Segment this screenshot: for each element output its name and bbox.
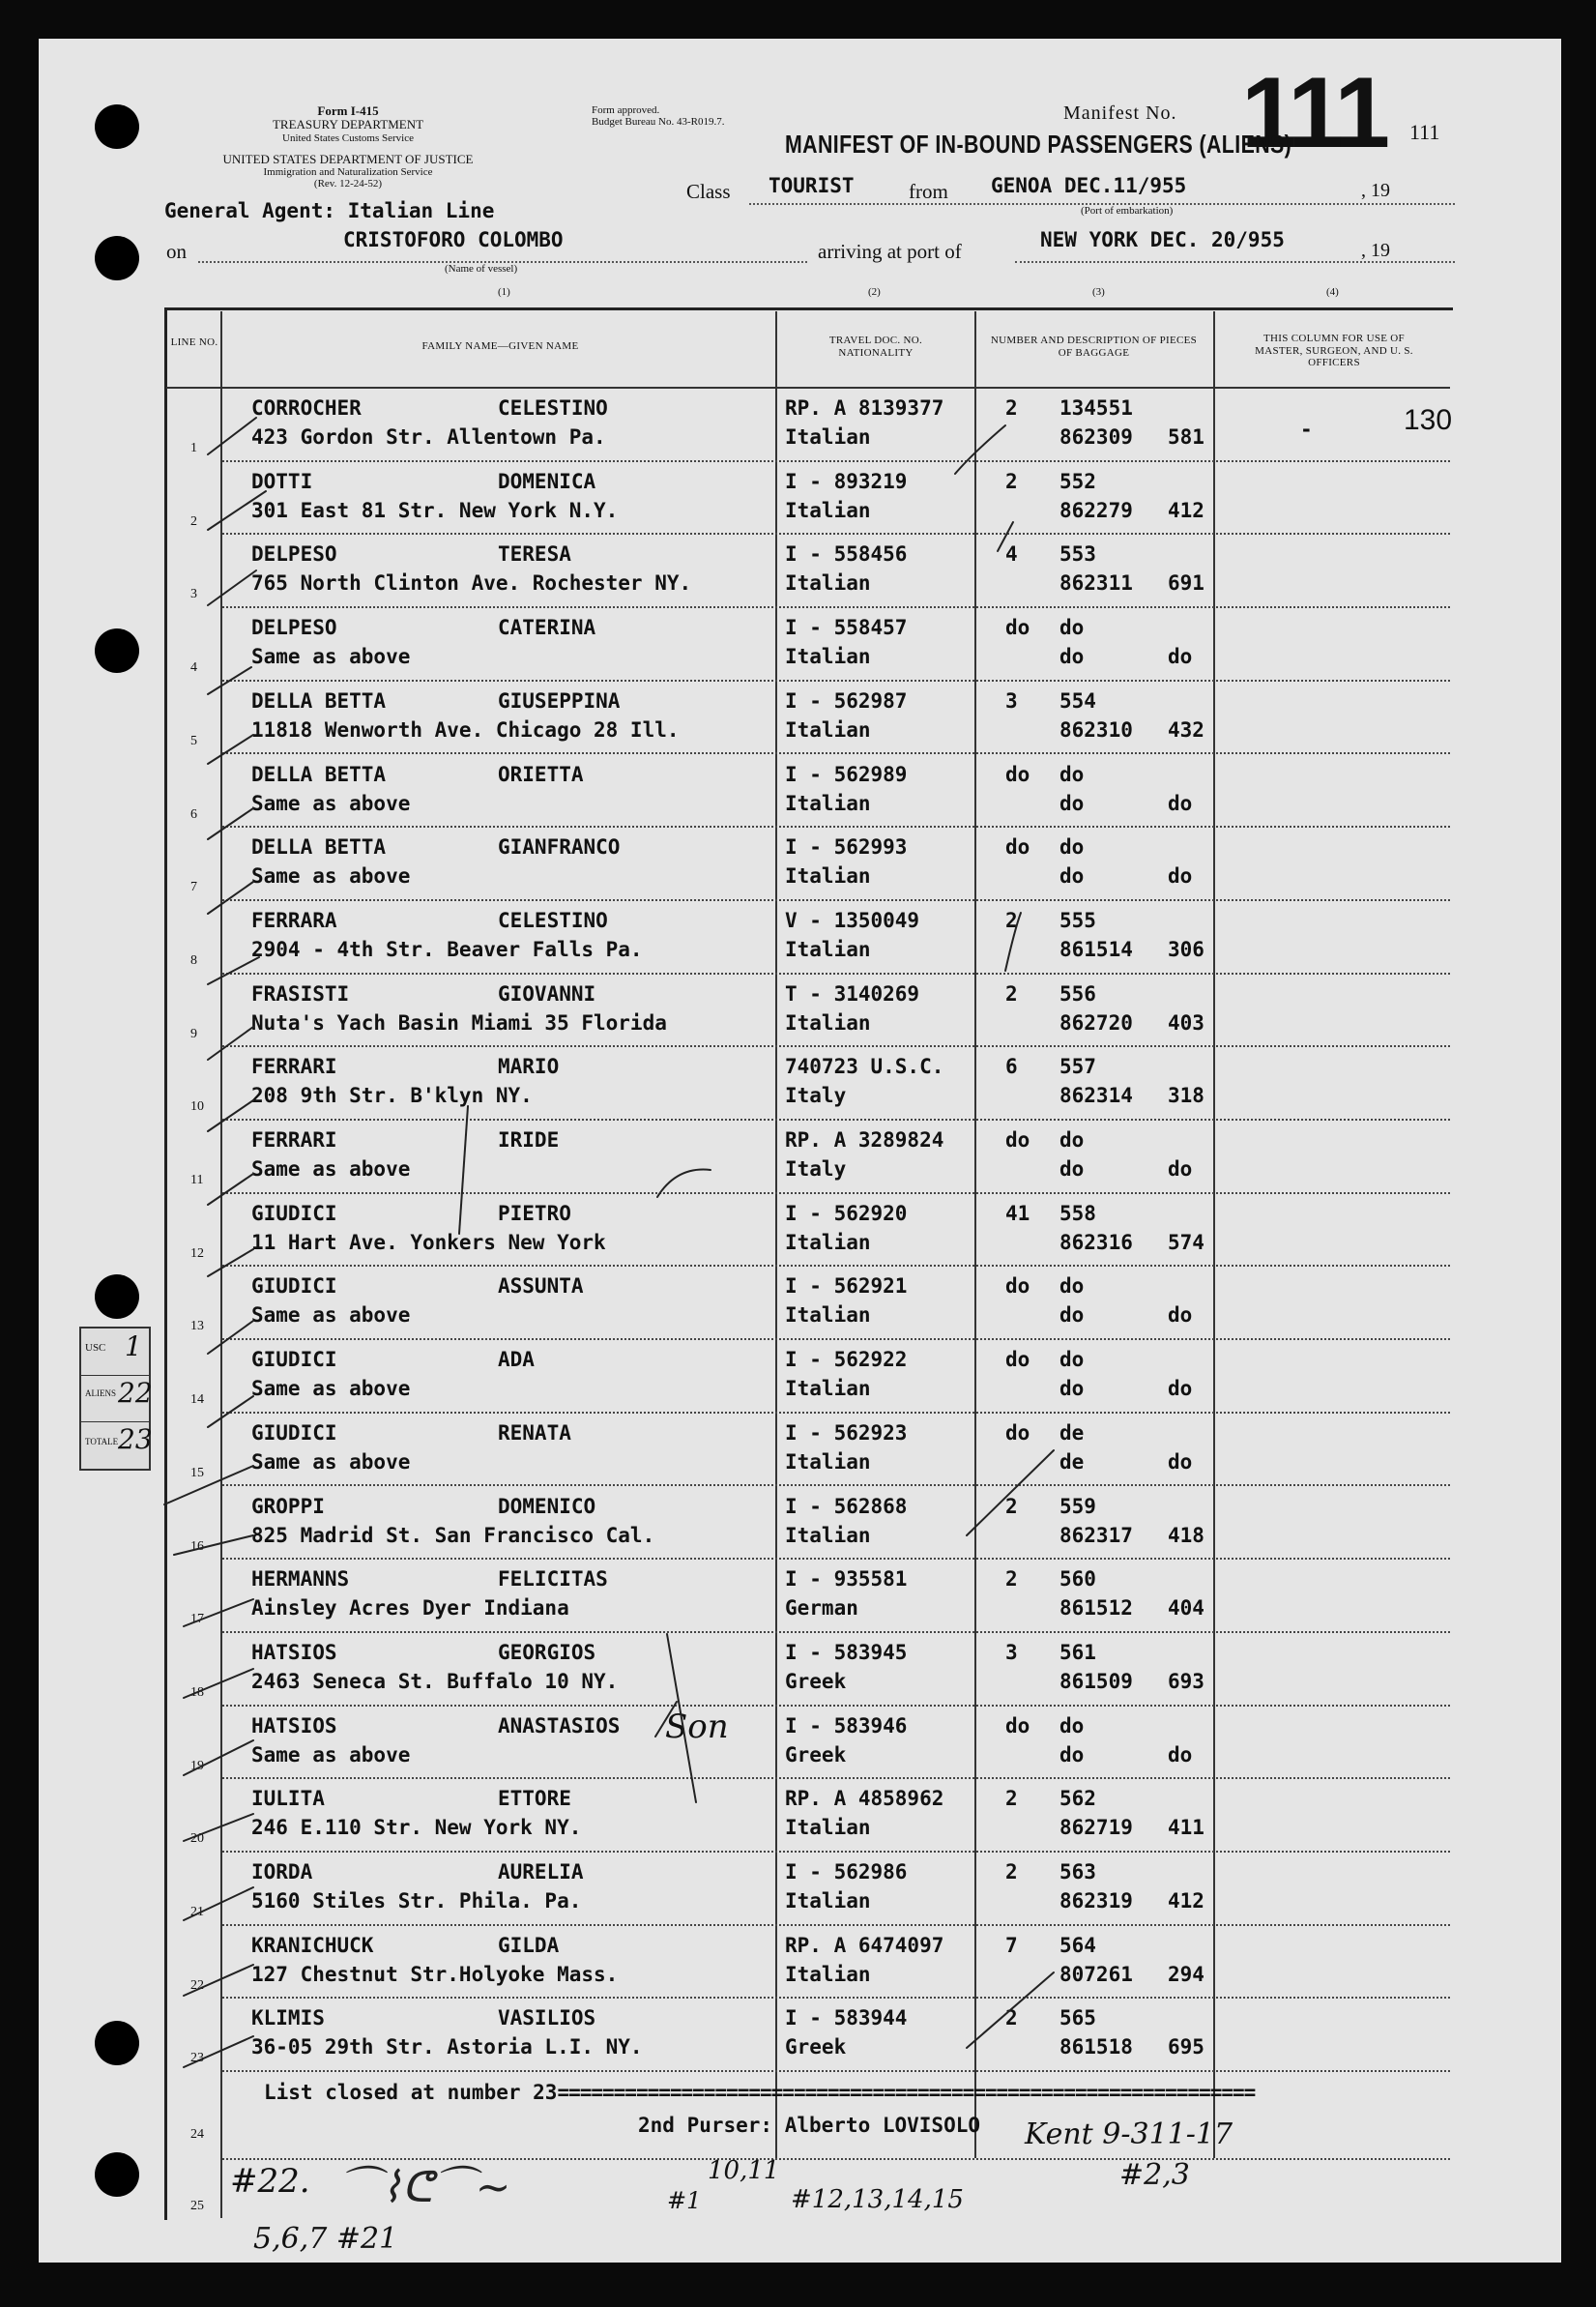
baggage-number-3: do [1168,1449,1193,1474]
baggage-number-3: 574 [1168,1230,1204,1254]
baggage-number-2: do [1059,1377,1085,1401]
address: 208 9th Str. B'klyn NY. [251,1084,533,1108]
col-num-3: (3) [1092,286,1105,298]
line-number: 9 [190,1026,197,1041]
baggage-pieces: 3 [1005,1640,1018,1664]
handwritten-note-12-15: #12,13,14,15 [791,2185,964,2214]
purser-signature: 2nd Purser: Alberto LOVISOLO [638,2114,981,2137]
line-number: 3 [190,587,197,602]
baggage-number-2: 861512 [1059,1596,1133,1621]
handwritten-note-son: Son [665,1708,729,1746]
given-name: AURELIA [498,1860,584,1884]
family-name: GIUDICI [251,1348,337,1372]
baggage-number-1: 134551 [1059,396,1133,420]
line-number: 14 [190,1392,204,1408]
baggage-number-3: do [1168,791,1193,815]
travel-doc-no: I - 562923 [785,1420,908,1445]
travel-doc-no: I - 562868 [785,1494,908,1518]
baggage-pieces: 3 [1005,688,1018,713]
nationality: Italian [785,1816,871,1840]
baggage-number-1: do [1059,1128,1085,1152]
family-name: GROPPI [251,1494,325,1518]
family-name: KLIMIS [251,2006,325,2030]
baggage-number-2: do [1059,1742,1085,1767]
travel-doc-no: 740723 U.S.C. [785,1055,944,1079]
baggage-pieces: do [1005,762,1030,786]
nationality: Italian [785,571,871,596]
given-name: PIETRO [498,1201,571,1225]
family-name: FERRARI [251,1128,337,1152]
baggage-pieces: do [1005,1713,1030,1738]
baggage-number-3: 693 [1168,1669,1204,1693]
family-name: KRANICHUCK [251,1933,374,1957]
baggage-number-2: 862720 [1059,1010,1133,1035]
travel-doc-no: I - 562986 [785,1860,908,1884]
baggage-pieces: 4 [1005,542,1018,567]
line-number-25: 25 [190,2199,204,2213]
travel-doc-no: I - 562993 [785,835,908,860]
line-number: 23 [190,2051,204,2066]
stamp-label-total: TOTALE [85,1437,119,1446]
baggage-pieces: 2 [1005,1787,1018,1811]
stamp-label-usc: USC [85,1342,106,1354]
baggage-number-3: do [1168,1157,1193,1181]
col-header-line-no: LINE NO. [170,336,218,348]
manifest-title: MANIFEST OF IN-BOUND PASSENGERS (ALIENS) [785,130,1292,159]
address: Same as above [251,645,411,669]
travel-doc-no: I - 893219 [785,469,908,493]
travel-doc-no: I - 562987 [785,688,908,713]
baggage-number-3: 404 [1168,1596,1204,1621]
given-name: GEORGIOS [498,1640,596,1664]
handwritten-note-2-3: #2,3 [1119,2158,1190,2192]
baggage-pieces: 2 [1005,1567,1018,1592]
baggage-number-2: 861509 [1059,1669,1133,1693]
nationality: Italian [785,425,871,449]
rev-label: (Rev. 12-24-52) [313,178,383,190]
travel-doc-no: RP. A 6474097 [785,1933,944,1957]
baggage-pieces: do [1005,616,1030,640]
baggage-number-2: do [1059,1157,1085,1181]
nationality: Italian [785,864,871,889]
baggage-pieces: do [1005,835,1030,860]
nationality: Greek [785,1669,847,1693]
col-header-travel-doc: TRAVEL DOC. NO. NATIONALITY [828,335,923,359]
list-closed-text: List closed at number 23 [264,2081,558,2104]
line-number: 20 [190,1831,204,1847]
line-number: 8 [190,952,197,968]
family-name: HATSIOS [251,1713,337,1738]
nationality: Italian [785,1303,871,1328]
justice-label: UNITED STATES DEPARTMENT OF JUSTICE [222,152,474,166]
baggage-number-3: 581 [1168,425,1204,449]
baggage-number-2: 862314 [1059,1084,1133,1108]
baggage-number-1: do [1059,835,1085,860]
travel-doc-no: RP. A 8139377 [785,396,944,420]
given-name: ORIETTA [498,762,584,786]
address: 2463 Seneca St. Buffalo 10 NY. [251,1669,619,1693]
baggage-number-1: 555 [1059,908,1096,932]
line-number: 6 [190,806,197,822]
nationality: Italy [785,1157,847,1181]
stamp-val-aliens: 22 [118,1377,153,1409]
manifest-number: 111 [1241,57,1387,169]
line-number: 12 [190,1245,204,1261]
general-agent: General Agent: Italian Line [164,199,495,222]
given-name: VASILIOS [498,2006,596,2030]
nationality: Italian [785,645,871,669]
line-number: 1 [190,441,197,455]
line-number: 7 [190,880,197,895]
given-name: GILDA [498,1933,560,1957]
col-header-name: FAMILY NAME—GIVEN NAME [421,340,579,352]
address: 5160 Stiles Str. Phila. Pa. [251,1889,582,1913]
travel-doc-no: I - 562921 [785,1274,908,1299]
line-number: 10 [190,1099,204,1115]
travel-doc-no: I - 583945 [785,1640,908,1664]
baggage-number-2: 862311 [1059,571,1133,596]
baggage-number-2: 862317 [1059,1523,1133,1547]
nationality: Italian [785,1962,871,1986]
baggage-number-2: do [1059,791,1085,815]
line-number: 18 [190,1684,204,1700]
address: Same as above [251,1157,411,1181]
baggage-number-1: 556 [1059,981,1096,1006]
baggage-number-1: 559 [1059,1494,1096,1518]
baggage-number-3: 306 [1168,937,1204,961]
baggage-number-1: 564 [1059,1933,1096,1957]
baggage-number-1: 561 [1059,1640,1096,1664]
baggage-number-1: do [1059,1713,1085,1738]
arriving-value: NEW YORK DEC. 20/955 [1040,228,1285,251]
given-name: ADA [498,1348,535,1372]
baggage-number-2: 861514 [1059,937,1133,961]
address: Same as above [251,791,411,815]
vessel-name: CRISTOFORO COLOMBO [343,228,564,251]
travel-doc-no: I - 562989 [785,762,908,786]
baggage-number-3: 418 [1168,1523,1204,1547]
given-name: FELICITAS [498,1567,608,1592]
baggage-number-1: 560 [1059,1567,1096,1592]
family-name: HERMANNS [251,1567,350,1592]
family-name: DELLA BETTA [251,762,387,786]
given-name: GIOVANNI [498,981,596,1006]
baggage-number-2: 862279 [1059,498,1133,522]
baggage-number-1: do [1059,762,1085,786]
arriving-label: arriving at port of [818,240,962,263]
baggage-pieces: do [1005,1348,1030,1372]
address: 825 Madrid St. San Francisco Cal. [251,1523,655,1547]
travel-doc-no: T - 3140269 [785,981,920,1006]
baggage-number-3: do [1168,1377,1193,1401]
baggage-pieces: 7 [1005,1933,1018,1957]
nationality: Greek [785,2035,847,2059]
nationality: Italy [785,1084,847,1108]
baggage-number-3: 403 [1168,1010,1204,1035]
baggage-pieces: 2 [1005,981,1018,1006]
line-number: 13 [190,1319,204,1334]
baggage-pieces: 2 [1005,908,1018,932]
address: 127 Chestnut Str.Holyoke Mass. [251,1962,619,1986]
baggage-number-1: de [1059,1420,1085,1445]
baggage-number-1: 554 [1059,688,1096,713]
family-name: GIUDICI [251,1274,337,1299]
baggage-pieces: 2 [1005,2006,1018,2030]
travel-doc-no: I - 558457 [785,616,908,640]
col-header-baggage: NUMBER AND DESCRIPTION OF PIECES OF BAGGAGE [990,335,1198,359]
col-num-1: (1) [498,286,510,298]
baggage-number-2: 861518 [1059,2035,1133,2059]
line-number: 15 [190,1465,204,1480]
address: Same as above [251,1303,411,1328]
address: 301 East 81 Str. New York N.Y. [251,498,619,522]
baggage-number-1: 557 [1059,1055,1096,1079]
line-number: 11 [190,1173,204,1187]
address: Same as above [251,864,411,889]
handwritten-note-22: #22. [230,2162,310,2201]
nationality: Italian [785,1010,871,1035]
family-name: DELPESO [251,616,337,640]
given-name: GIUSEPPINA [498,688,621,713]
address: Nuta's Yach Basin Miami 35 Florida [251,1010,667,1035]
stamp-label-aliens: ALIENS [85,1388,116,1398]
baggage-number-1: 553 [1059,542,1096,567]
baggage-number-2: do [1059,864,1085,889]
officer-note: 130 [1404,404,1453,436]
address: Ainsley Acres Dyer Indiana [251,1596,569,1621]
family-name: DELLA BETTA [251,835,387,860]
given-name: DOMENICO [498,1494,596,1518]
baggage-pieces: 6 [1005,1055,1018,1079]
travel-doc-no: I - 935581 [785,1567,908,1592]
given-name: DOMENICA [498,469,596,493]
travel-doc-no: I - 583944 [785,2006,908,2030]
family-name: IULITA [251,1787,325,1811]
given-name: MARIO [498,1055,560,1079]
baggage-number-3: do [1168,1742,1193,1767]
baggage-number-2: 807261 [1059,1962,1133,1986]
baggage-pieces: do [1005,1420,1030,1445]
family-name: DELLA BETTA [251,688,387,713]
baggage-number-1: 563 [1059,1860,1096,1884]
travel-doc-no: RP. A 3289824 [785,1128,944,1152]
given-name: CELESTINO [498,396,608,420]
address: 765 North Clinton Ave. Rochester NY. [251,571,692,596]
list-closed-note: List closed at number 23============================================================== [264,2081,1256,2104]
handwritten-note-kent: Kent 9-311-17 [1025,2117,1233,2151]
baggage-pieces: 2 [1005,1860,1018,1884]
nationality: Italian [785,498,871,522]
address: 11818 Wenworth Ave. Chicago 28 Ill. [251,717,680,742]
family-name: GIUDICI [251,1201,337,1225]
nationality: Italian [785,1377,871,1401]
baggage-number-2: do [1059,1303,1085,1328]
address: 423 Gordon Str. Allentown Pa. [251,425,606,449]
nationality: Italian [785,1230,871,1254]
baggage-number-3: do [1168,1303,1193,1328]
address: 2904 - 4th Str. Beaver Falls Pa. [251,937,643,961]
baggage-number-3: 432 [1168,717,1204,742]
from-value: GENOA DEC.11/955 [991,174,1187,197]
baggage-number-2: do [1059,645,1085,669]
from-label: from [909,180,948,203]
given-name: TERESA [498,542,571,567]
baggage-number-3: 294 [1168,1962,1204,1986]
vessel-caption: (Name of vessel) [445,263,518,275]
travel-doc-no: V - 1350049 [785,908,920,932]
family-name: GIUDICI [251,1420,337,1445]
baggage-pieces: 2 [1005,1494,1018,1518]
baggage-number-3: 411 [1168,1816,1204,1840]
manifest-no-label: Manifest No. [1063,102,1177,124]
baggage-number-1: 558 [1059,1201,1096,1225]
family-name: DOTTI [251,469,313,493]
baggage-number-2: 862319 [1059,1889,1133,1913]
family-name: CORROCHER [251,396,362,420]
address: Same as above [251,1377,411,1401]
given-name: CELESTINO [498,908,608,932]
col-header-officers: THIS COLUMN FOR USE OF MASTER, SURGEON, AND U. S. OFFICERS [1255,333,1413,369]
line-number: 2 [190,513,197,529]
baggage-number-1: do [1059,616,1085,640]
on-label: on [166,240,187,263]
given-name: ETTORE [498,1787,571,1811]
baggage-number-3: do [1168,864,1193,889]
baggage-number-1: 562 [1059,1787,1096,1811]
officer-mark: - [1300,418,1313,441]
travel-doc-no: I - 583946 [785,1713,908,1738]
line-number: 17 [190,1612,204,1627]
baggage-number-1: 565 [1059,2006,1096,2030]
class-label: Class [686,180,731,203]
family-name: DELPESO [251,542,337,567]
year-2: , 19 [1361,240,1390,261]
baggage-number-1: do [1059,1274,1085,1299]
line-number: 16 [190,1538,204,1554]
nationality: Italian [785,1889,871,1913]
form-number: Form I-415 [317,103,379,118]
nationality: Greek [785,1742,847,1767]
baggage-number-2: 862310 [1059,717,1133,742]
line-number-24: 24 [190,2127,204,2142]
address: Same as above [251,1449,411,1474]
travel-doc-no: I - 562920 [785,1201,908,1225]
address: 36-05 29th Str. Astoria L.I. NY. [251,2035,643,2059]
given-name: GIANFRANCO [498,835,621,860]
line-number: 21 [190,1905,204,1919]
approved-label: Form approved. [592,104,660,116]
baggage-pieces: 41 [1005,1201,1030,1225]
year-1: , 19 [1361,180,1390,201]
immigration-label: Immigration and Naturalization Service [263,166,433,179]
given-name: RENATA [498,1420,571,1445]
travel-doc-no: I - 562922 [785,1348,908,1372]
family-name: FRASISTI [251,981,350,1006]
nationality: German [785,1596,858,1621]
col-num-4: (4) [1326,286,1339,298]
nationality: Italian [785,717,871,742]
customs-label: United States Customs Service [282,131,414,144]
family-name: FERRARA [251,908,337,932]
baggage-number-3: 318 [1168,1084,1204,1108]
nationality: Italian [785,937,871,961]
family-name: FERRARI [251,1055,337,1079]
baggage-number-3: 412 [1168,1889,1204,1913]
line-number: 4 [190,660,197,676]
handwritten-note-10-11: 10,11 [708,2156,780,2185]
baggage-number-1: 552 [1059,469,1096,493]
baggage-pieces: do [1005,1128,1030,1152]
class-value: TOURIST [769,174,855,197]
given-name: ASSUNTA [498,1274,584,1299]
treasury-label: TREASURY DEPARTMENT [272,117,424,132]
baggage-number-2: 862719 [1059,1816,1133,1840]
nationality: Italian [785,1523,871,1547]
baggage-pieces: 2 [1005,469,1018,493]
baggage-number-2: 862316 [1059,1230,1133,1254]
nationality: Italian [785,791,871,815]
address: 246 E.110 Str. New York NY. [251,1816,582,1840]
baggage-number-3: 412 [1168,498,1204,522]
family-name: IORDA [251,1860,313,1884]
baggage-number-2: 862309 [1059,425,1133,449]
handwritten-note-1: #1 [667,2187,702,2214]
handwritten-signature: ⌒⌇ᕦ⌒∼ [338,2163,511,2212]
port-embark-caption: (Port of embarkation) [1081,205,1174,217]
line-number: 22 [190,1977,204,1993]
baggage-number-1: do [1059,1348,1085,1372]
stamp-val-usc: 1 [125,1330,142,1362]
baggage-number-3: 695 [1168,2035,1204,2059]
family-name: HATSIOS [251,1640,337,1664]
travel-doc-no: RP. A 4858962 [785,1787,944,1811]
stamp-val-total: 23 [118,1423,153,1455]
given-name: IRIDE [498,1128,560,1152]
baggage-number-2: de [1059,1449,1085,1474]
baggage-number-3: 691 [1168,571,1204,596]
manifest-number-small: 111 [1409,120,1440,144]
line-number: 19 [190,1758,204,1773]
baggage-pieces: 2 [1005,396,1018,420]
baggage-pieces: do [1005,1274,1030,1299]
line-number: 5 [190,733,197,748]
handwritten-note-5-6-7: 5,6,7 #21 [253,2222,398,2256]
budget-label: Budget Bureau No. 43-R019.7. [592,116,725,129]
travel-doc-no: I - 558456 [785,542,908,567]
given-name: ANASTASIOS [498,1713,621,1738]
given-name: CATERINA [498,616,596,640]
nationality: Italian [785,1449,871,1474]
address: Same as above [251,1742,411,1767]
address: 11 Hart Ave. Yonkers New York [251,1230,606,1254]
baggage-number-3: do [1168,645,1193,669]
col-num-2: (2) [868,286,881,298]
